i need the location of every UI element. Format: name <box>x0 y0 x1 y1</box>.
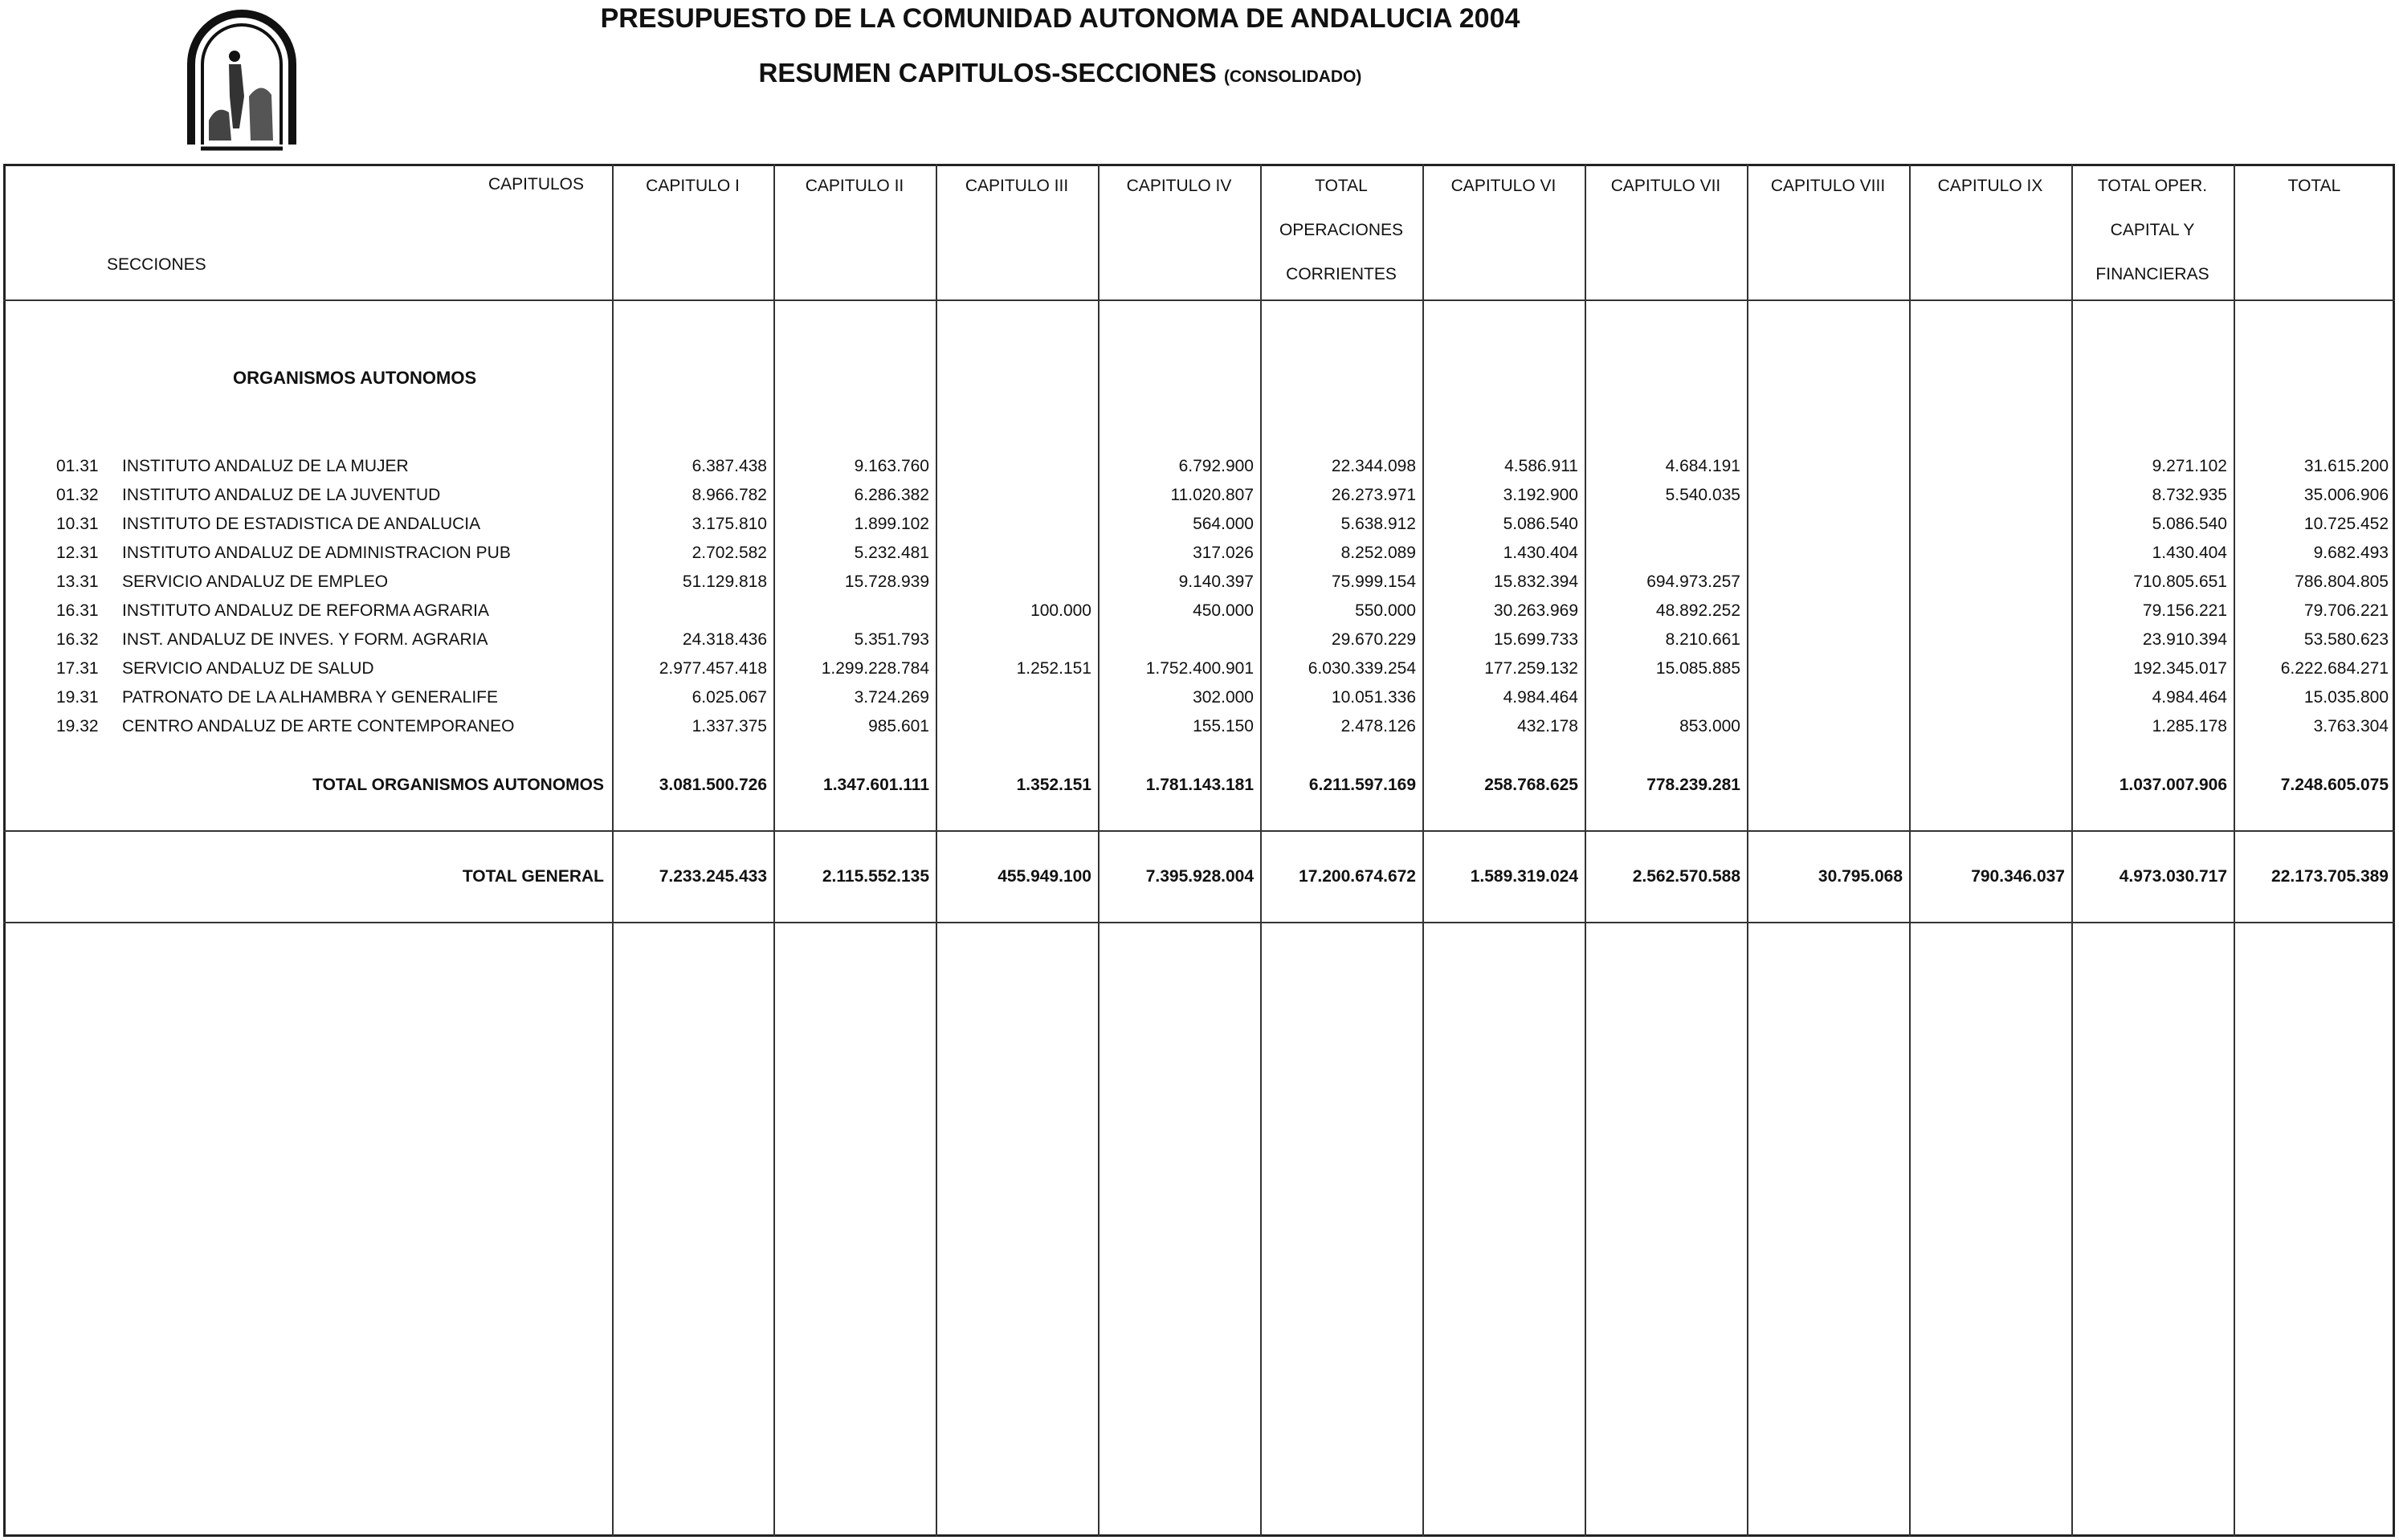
table-cell: 10.051.336 <box>1331 688 1416 707</box>
total-general-label: TOTAL GENERAL <box>462 867 604 886</box>
column-header: CAPITULO I <box>646 177 740 195</box>
table-cell: 15.035.800 <box>2303 688 2389 707</box>
table-cell: 302.000 <box>1193 688 1254 707</box>
table-cell: 1.589.319.024 <box>1470 867 1578 886</box>
table-cell: 1.252.151 <box>1016 659 1091 678</box>
column-header: CAPITULO III <box>965 177 1069 195</box>
table-cell: 2.115.552.135 <box>822 867 929 886</box>
table-cell: 53.580.623 <box>2303 630 2389 649</box>
table-cell: 79.706.221 <box>2303 601 2389 620</box>
table-cell: 9.682.493 <box>2313 544 2389 562</box>
table-cell: 3.081.500.726 <box>659 776 767 794</box>
row-code: 01.31 <box>56 457 99 475</box>
table-cell: 3.192.900 <box>1503 486 1578 504</box>
column-divider <box>1747 164 1748 1537</box>
table-cell: 35.006.906 <box>2303 486 2389 504</box>
table-cell: 786.804.805 <box>2295 572 2389 591</box>
table-cell: 778.239.281 <box>1646 776 1740 794</box>
table-cell: 22.173.705.389 <box>2271 867 2389 886</box>
total-divider-top <box>3 830 2395 832</box>
table-cell: 7.233.245.433 <box>659 867 767 886</box>
table-cell: 4.684.191 <box>1665 457 1740 475</box>
row-code: 10.31 <box>56 515 99 533</box>
row-name: SERVICIO ANDALUZ DE EMPLEO <box>122 572 389 591</box>
table-cell: 51.129.818 <box>682 572 767 591</box>
table-cell: 710.805.651 <box>2133 572 2227 591</box>
table-cell: 450.000 <box>1193 601 1254 620</box>
table-cell: 31.615.200 <box>2303 457 2389 475</box>
table-cell: 9.163.760 <box>854 457 929 475</box>
document-subtitle: RESUMEN CAPITULOS-SECCIONES (CONSOLIDADO) <box>758 58 1362 88</box>
column-divider <box>2234 164 2235 1537</box>
table-cell: 550.000 <box>1355 601 1416 620</box>
table-cell: 1.430.404 <box>2152 544 2227 562</box>
column-divider <box>612 164 614 1537</box>
table-cell: 1.781.143.181 <box>1145 776 1254 794</box>
document-title: PRESUPUESTO DE LA COMUNIDAD AUTONOMA DE ANDALUCIA 2004 <box>600 3 1520 34</box>
table-cell: 258.768.625 <box>1484 776 1578 794</box>
column-divider <box>1909 164 1911 1537</box>
table-cell: 3.175.810 <box>692 515 767 533</box>
table-cell: 177.259.132 <box>1484 659 1578 678</box>
table-cell: 985.601 <box>868 717 929 735</box>
table-cell: 2.478.126 <box>1340 717 1416 735</box>
table-cell: 23.910.394 <box>2142 630 2227 649</box>
table-cell: 6.792.900 <box>1178 457 1254 475</box>
table-cell: 564.000 <box>1193 515 1254 533</box>
table-cell: 10.725.452 <box>2303 515 2389 533</box>
column-header: CAPITAL Y <box>2110 221 2195 239</box>
table-cell: 455.949.100 <box>998 867 1091 886</box>
table-cell: 694.973.257 <box>1646 572 1740 591</box>
row-code: 19.32 <box>56 717 99 735</box>
table-cell: 17.200.674.672 <box>1299 867 1416 886</box>
column-divider <box>936 164 937 1537</box>
table-cell: 853.000 <box>1679 717 1740 735</box>
table-cell: 8.252.089 <box>1340 544 1416 562</box>
table-cell: 29.670.229 <box>1331 630 1416 649</box>
column-header: CAPITULO VIII <box>1770 177 1886 195</box>
table-cell: 7.395.928.004 <box>1145 867 1254 886</box>
table-cell: 26.273.971 <box>1331 486 1416 504</box>
column-header: FINANCIERAS <box>2095 265 2209 283</box>
table-cell: 6.030.339.254 <box>1308 659 1416 678</box>
row-name: INST. ANDALUZ DE INVES. Y FORM. AGRARIA <box>122 630 488 649</box>
corner-label-capitulos: CAPITULOS <box>488 175 585 194</box>
table-cell: 6.211.597.169 <box>1308 776 1416 794</box>
table-cell: 1.752.400.901 <box>1145 659 1254 678</box>
table-cell: 9.140.397 <box>1178 572 1254 591</box>
table-cell: 100.000 <box>1030 601 1091 620</box>
table-cell: 15.085.885 <box>1655 659 1740 678</box>
table-cell: 1.352.151 <box>1016 776 1091 794</box>
table-cell: 1.899.102 <box>854 515 929 533</box>
table-cell: 7.248.605.075 <box>2280 776 2389 794</box>
junta-andalucia-emblem <box>185 0 299 154</box>
row-name: INSTITUTO DE ESTADISTICA DE ANDALUCIA <box>122 515 481 533</box>
table-cell: 1.430.404 <box>1503 544 1578 562</box>
row-code: 12.31 <box>56 544 99 562</box>
table-cell: 3.724.269 <box>854 688 929 707</box>
table-cell: 5.086.540 <box>1503 515 1578 533</box>
table-cell: 4.973.030.717 <box>2119 867 2227 886</box>
column-header: CAPITULO VII <box>1610 177 1721 195</box>
table-cell: 11.020.807 <box>1170 486 1254 504</box>
table-cell: 317.026 <box>1193 544 1254 562</box>
table-cell: 30.795.068 <box>1818 867 1903 886</box>
table-cell: 2.977.457.418 <box>659 659 767 678</box>
row-name: INSTITUTO ANDALUZ DE REFORMA AGRARIA <box>122 601 490 620</box>
table-cell: 432.178 <box>1517 717 1578 735</box>
column-divider <box>1585 164 1586 1537</box>
table-cell: 155.150 <box>1193 717 1254 735</box>
column-header: CAPITULO IX <box>1937 177 2043 195</box>
table-cell: 2.562.570.588 <box>1632 867 1740 886</box>
table-cell: 1.337.375 <box>692 717 767 735</box>
column-header: OPERACIONES <box>1279 221 1404 239</box>
column-header: TOTAL <box>2287 177 2341 195</box>
table-cell: 4.984.464 <box>1503 688 1578 707</box>
column-divider <box>1260 164 1262 1537</box>
table-cell: 5.086.540 <box>2152 515 2227 533</box>
column-divider <box>773 164 775 1537</box>
table-cell: 1.299.228.784 <box>821 659 929 678</box>
corner-label-secciones: SECCIONES <box>107 255 206 274</box>
table-cell: 8.966.782 <box>692 486 767 504</box>
table-cell: 5.232.481 <box>854 544 929 562</box>
row-name: PATRONATO DE LA ALHAMBRA Y GENERALIFE <box>122 688 498 707</box>
column-divider <box>1422 164 1424 1537</box>
table-cell: 22.344.098 <box>1331 457 1416 475</box>
row-name: INSTITUTO ANDALUZ DE LA JUVENTUD <box>122 486 441 504</box>
table-cell: 24.318.436 <box>682 630 767 649</box>
table-cell: 1.037.007.906 <box>2119 776 2227 794</box>
table-cell: 1.347.601.111 <box>823 776 929 794</box>
total-divider-bottom <box>3 922 2395 923</box>
table-cell: 5.540.035 <box>1665 486 1740 504</box>
table-cell: 5.351.793 <box>854 630 929 649</box>
column-header: TOTAL OPER. <box>2097 177 2208 195</box>
row-name: SERVICIO ANDALUZ DE SALUD <box>122 659 374 678</box>
row-code: 01.32 <box>56 486 99 504</box>
row-code: 13.31 <box>56 572 99 591</box>
table-cell: 30.263.969 <box>1493 601 1578 620</box>
row-name: INSTITUTO ANDALUZ DE ADMINISTRACION PUB <box>122 544 511 562</box>
column-header: CAPITULO VI <box>1450 177 1556 195</box>
table-cell: 15.832.394 <box>1493 572 1578 591</box>
row-code: 17.31 <box>56 659 99 678</box>
table-cell: 6.286.382 <box>854 486 929 504</box>
table-cell: 3.763.304 <box>2313 717 2389 735</box>
table-cell: 790.346.037 <box>1971 867 2065 886</box>
table-cell: 48.892.252 <box>1655 601 1740 620</box>
header-divider <box>3 299 2395 301</box>
table-cell: 79.156.221 <box>2142 601 2227 620</box>
column-header: CAPITULO IV <box>1126 177 1232 195</box>
row-name: INSTITUTO ANDALUZ DE LA MUJER <box>122 457 409 475</box>
column-divider <box>2071 164 2073 1537</box>
table-cell: 2.702.582 <box>692 544 767 562</box>
table-cell: 1.285.178 <box>2152 717 2227 735</box>
row-code: 19.31 <box>56 688 99 707</box>
total-organismos-label: TOTAL ORGANISMOS AUTONOMOS <box>312 776 604 794</box>
column-header: CORRIENTES <box>1286 265 1397 283</box>
table-cell: 9.271.102 <box>2152 457 2227 475</box>
row-name: CENTRO ANDALUZ DE ARTE CONTEMPORANEO <box>122 717 515 735</box>
section-title: ORGANISMOS AUTONOMOS <box>233 368 477 388</box>
table-cell: 6.025.067 <box>692 688 767 707</box>
table-cell: 192.345.017 <box>2133 659 2227 678</box>
row-code: 16.32 <box>56 630 99 649</box>
table-cell: 8.732.935 <box>2152 486 2227 504</box>
table-cell: 4.586.911 <box>1504 457 1578 475</box>
table-cell: 75.999.154 <box>1331 572 1416 591</box>
table-cell: 6.222.684.271 <box>2280 659 2389 678</box>
row-code: 16.31 <box>56 601 99 620</box>
table-cell: 15.728.939 <box>844 572 929 591</box>
table-cell: 8.210.661 <box>1665 630 1740 649</box>
column-header: CAPITULO II <box>805 177 904 195</box>
column-divider <box>1098 164 1100 1537</box>
column-header: TOTAL <box>1315 177 1368 195</box>
table-cell: 15.699.733 <box>1493 630 1578 649</box>
table-cell: 6.387.438 <box>692 457 767 475</box>
table-cell: 4.984.464 <box>2152 688 2227 707</box>
table-cell: 5.638.912 <box>1340 515 1416 533</box>
